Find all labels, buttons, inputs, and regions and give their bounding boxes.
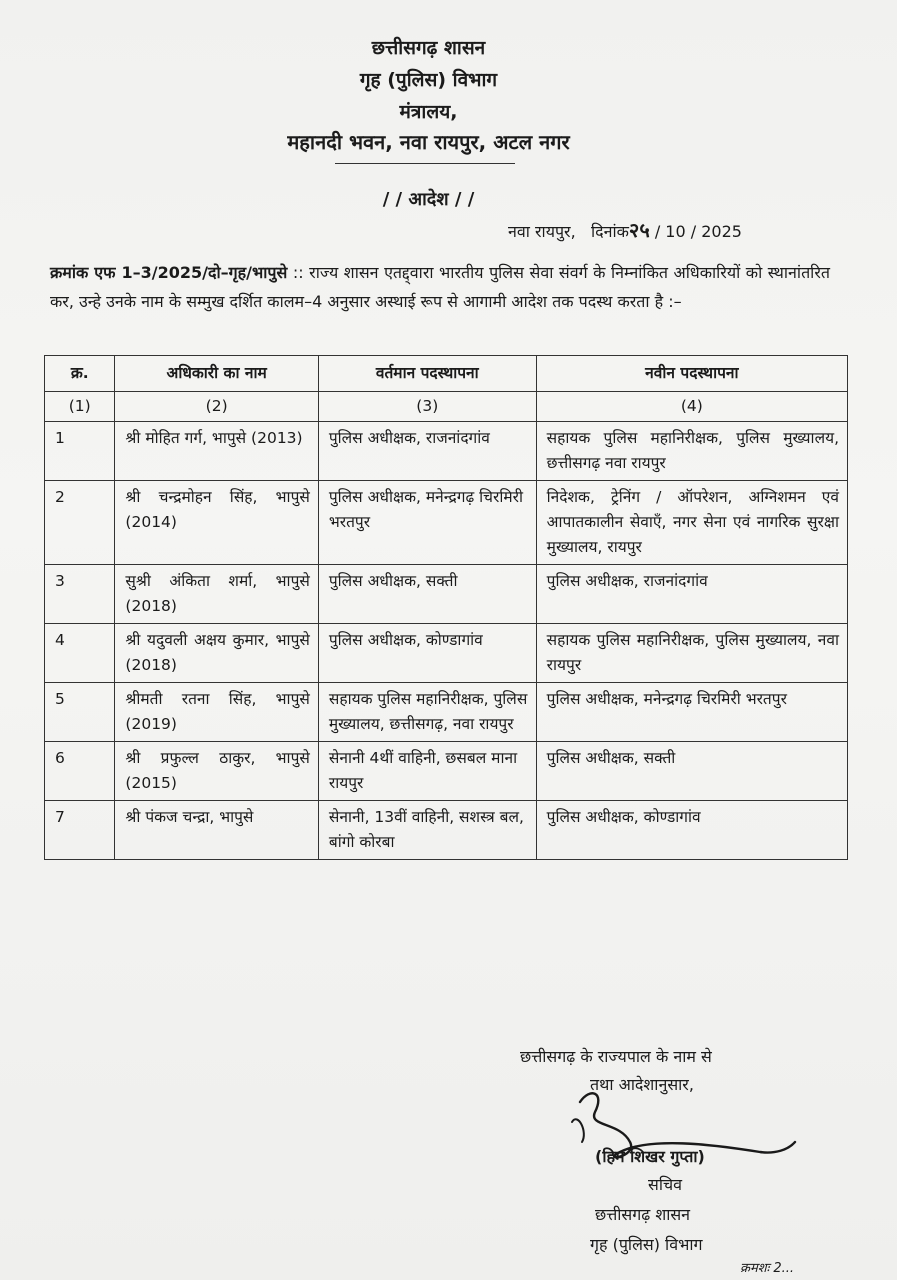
order-title: / / आदेश / /: [382, 189, 475, 210]
col-number: (4): [536, 392, 847, 422]
cell-new: सहायक पुलिस महानिरीक्षक, पुलिस मुख्यालय, छत्तीसगढ़ नवा रायपुर: [536, 422, 847, 481]
cell-current: सेनानी, 13वीं वाहिनी, सशस्त्र बल, बांगो कोरबा: [318, 801, 536, 860]
cell-sno: 3: [45, 565, 115, 624]
order-paragraph: [50, 258, 830, 316]
col-header-name: अधिकारी का नाम: [115, 356, 318, 392]
table-row: [45, 565, 848, 624]
date-day: २५: [628, 218, 650, 242]
signoff-line1: छत्तीसगढ़ के राज्यपाल के नाम से: [520, 1047, 712, 1066]
cell-new: सहायक पुलिस महानिरीक्षक, पुलिस मुख्यालय, नवा रायपुर: [536, 624, 847, 683]
cell-new: पुलिस अधीक्षक, सक्ती: [536, 742, 847, 801]
table-row: [45, 683, 848, 742]
cell-name: श्री चन्द्रमोहन सिंह, भापुसे (2014): [115, 481, 318, 565]
signatory-designation: सचिव: [648, 1175, 683, 1194]
cell-sno: 1: [45, 422, 115, 481]
date-place: नवा रायपुर,: [508, 222, 576, 241]
col-number: (1): [45, 392, 115, 422]
table-row: [45, 481, 848, 565]
cell-new: पुलिस अधीक्षक, कोण्डागांव: [536, 801, 847, 860]
cell-name: श्री प्रफुल्ल ठाकुर, भापुसे (2015): [115, 742, 318, 801]
cell-current: पुलिस अधीक्षक, राजनांदगांव: [318, 422, 536, 481]
cell-new: निदेशक, ट्रेनिंग / ऑपरेशन, अग्निशमन एवं आपातकालीन सेवाएँ, नगर सेना एवं नागरिक सुरक्षा मुख्यालय, रायपुर: [536, 481, 847, 565]
cell-current: सहायक पुलिस महानिरीक्षक, पुलिस मुख्यालय, छत्तीसगढ़, नवा रायपुर: [318, 683, 536, 742]
cell-sno: 4: [45, 624, 115, 683]
col-header-sno: क्र.: [45, 356, 115, 392]
order-text: :: राज्य शासन एतद्द्वारा भारतीय पुलिस सेवा संवर्ग के निम्नांकित अधिकारियों को स्थानांतरित कर, उन्हे उनके नाम के सम्मुख दर्शित कालम–4 अनुसार अस्थाई रूप से आगामी आदेश तक पदस्थ करता है :–: [50, 263, 830, 311]
cell-name: श्री पंकज चन्द्रा, भापुसे: [115, 801, 318, 860]
signatory-name: (हिम शिखर गुप्ता): [595, 1147, 705, 1166]
cell-name: श्री मोहित गर्ग, भापुसे (2013): [115, 422, 318, 481]
header-ministry: मंत्रालय,: [399, 101, 458, 123]
table-row: [45, 742, 848, 801]
cell-name: श्री यदुवली अक्षय कुमार, भापुसे (2018): [115, 624, 318, 683]
header-government: छत्तीसगढ़ शासन: [371, 37, 486, 59]
header-address: महानदी भवन, नवा रायपुर, अटल नगर: [287, 130, 570, 154]
col-number: (2): [115, 392, 318, 422]
table-colnum-row: [45, 392, 848, 422]
signatory-department: गृह (पुलिस) विभाग: [590, 1235, 703, 1254]
cell-name: सुश्री अंकिता शर्मा, भापुसे (2018): [115, 565, 318, 624]
date-rest: / 10 / 2025: [654, 222, 742, 241]
col-header-current: वर्तमान पदस्थापना: [318, 356, 536, 392]
col-header-new: नवीन पदस्थापना: [536, 356, 847, 392]
header-department: गृह (पुलिस) विभाग: [359, 69, 498, 91]
cell-sno: 5: [45, 683, 115, 742]
table-row: [45, 422, 848, 481]
date-label: दिनांक: [590, 222, 629, 241]
table-row: [45, 801, 848, 860]
cell-new: पुलिस अधीक्षक, मनेन्द्रगढ़ चिरमिरी भरतपुर: [536, 683, 847, 742]
cell-current: पुलिस अधीक्षक, मनेन्द्रगढ़ चिरमिरी भरतपुर: [318, 481, 536, 565]
table-header-row: [45, 356, 848, 392]
signatory-government: छत्तीसगढ़ शासन: [595, 1205, 691, 1224]
cell-current: पुलिस अधीक्षक, कोण्डागांव: [318, 624, 536, 683]
transfer-table: [44, 355, 848, 860]
header-divider: [335, 163, 515, 164]
cell-sno: 2: [45, 481, 115, 565]
cell-sno: 7: [45, 801, 115, 860]
cell-current: पुलिस अधीक्षक, सक्ती: [318, 565, 536, 624]
table-row: [45, 624, 848, 683]
cell-new: पुलिस अधीक्षक, राजनांदगांव: [536, 565, 847, 624]
cell-sno: 6: [45, 742, 115, 801]
cell-current: सेनानी 4थीं वाहिनी, छसबल माना रायपुर: [318, 742, 536, 801]
order-reference: क्रमांक एफ 1–3/2025/दो–गृह/भापुसे: [50, 263, 288, 282]
signoff-line2: तथा आदेशानुसार,: [590, 1075, 694, 1094]
col-number: (3): [318, 392, 536, 422]
dateline: [508, 216, 742, 243]
cell-name: श्रीमती रतना सिंह, भापुसे (2019): [115, 683, 318, 742]
continued-note: क्रमशः 2...: [740, 1261, 795, 1276]
